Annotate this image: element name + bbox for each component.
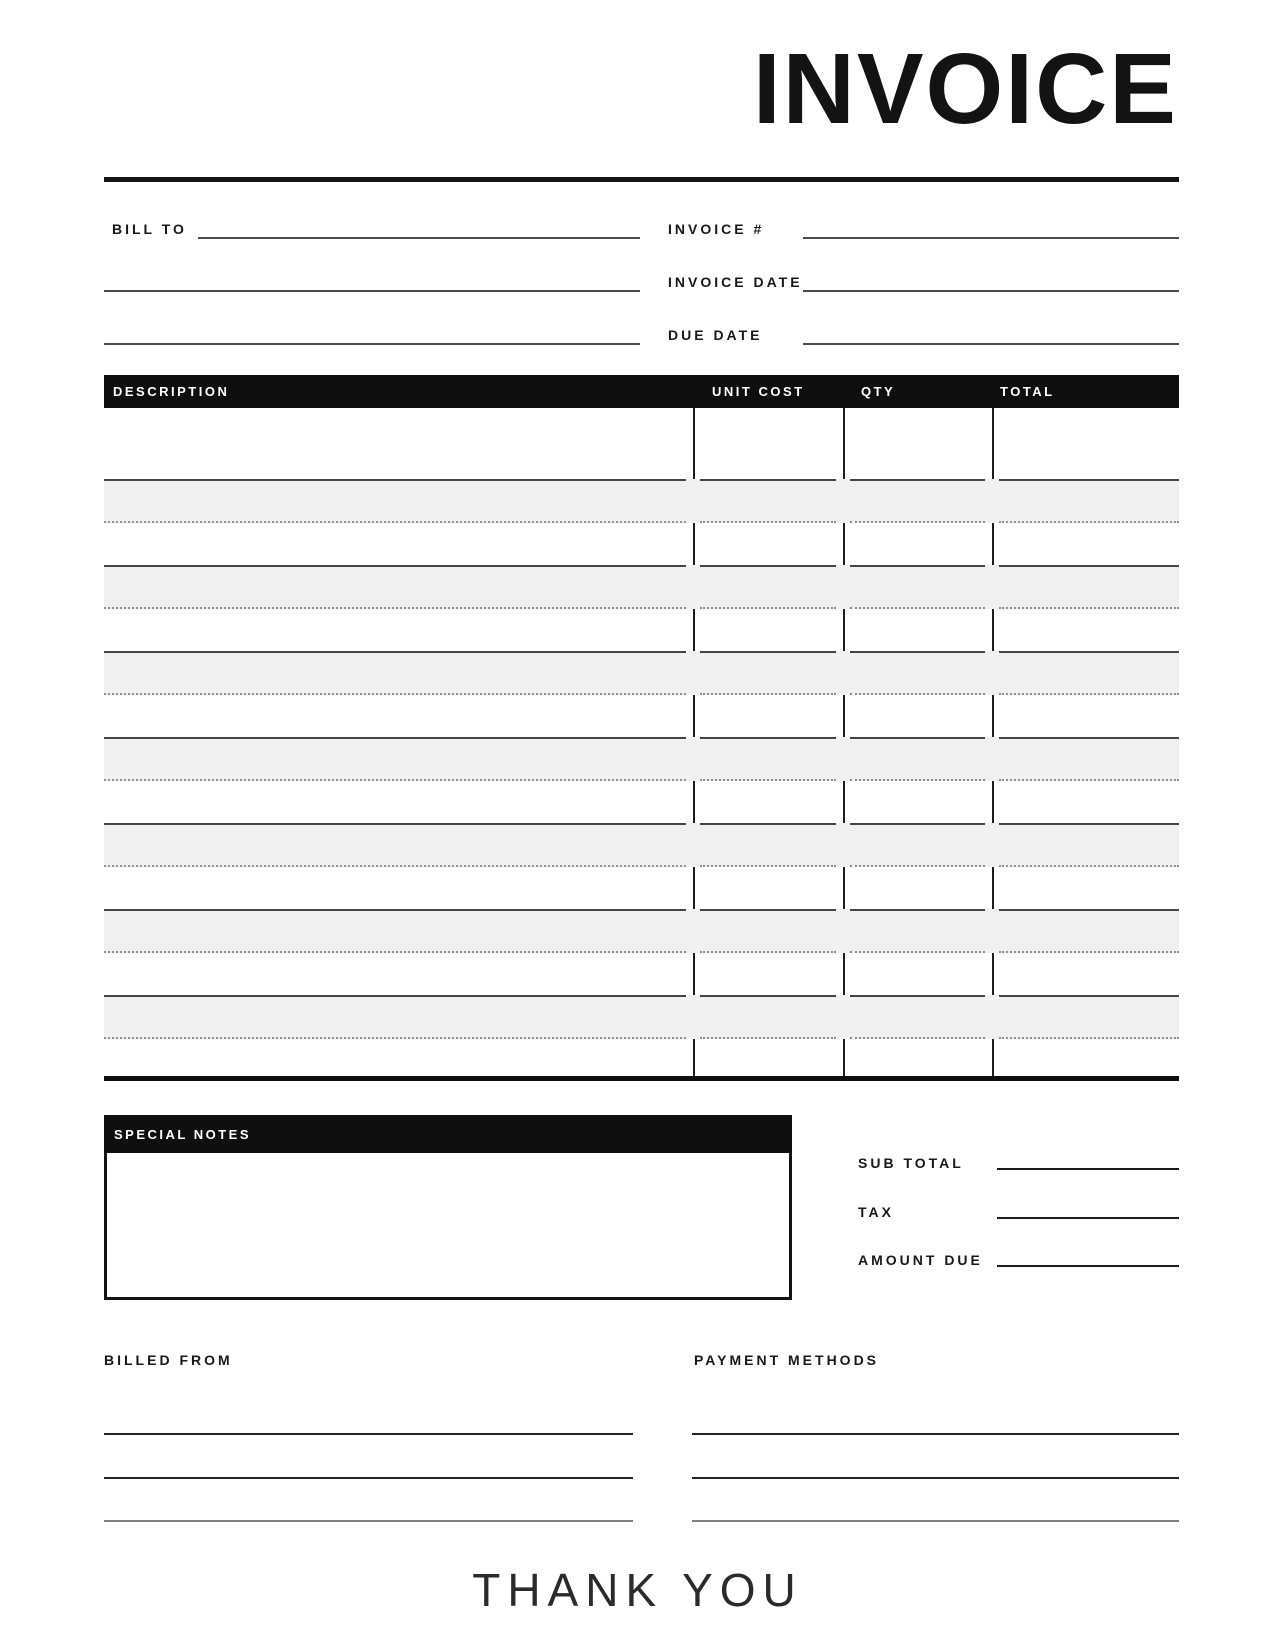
billed-from-line-2[interactable]	[104, 1477, 633, 1479]
page-title: INVOICE	[752, 33, 1178, 145]
invoice-date-line[interactable]	[803, 290, 1179, 292]
special-notes-box[interactable]	[104, 1153, 792, 1300]
cell-unit-cost[interactable]	[700, 565, 836, 609]
table-row[interactable]	[104, 909, 1179, 953]
table-row[interactable]	[104, 995, 1179, 1039]
cell-unit-cost[interactable]	[700, 479, 836, 523]
subtotal-line[interactable]	[997, 1168, 1179, 1170]
cell-qty[interactable]	[850, 995, 985, 1039]
cell-total[interactable]	[999, 995, 1179, 1039]
cell-description[interactable]	[104, 651, 686, 695]
cell-total[interactable]	[999, 737, 1179, 781]
cell-total[interactable]	[999, 479, 1179, 523]
bill-to-line-1[interactable]	[198, 237, 640, 239]
special-notes-label: SPECIAL NOTES	[114, 1127, 252, 1142]
subtotal-label: SUB TOTAL	[858, 1155, 964, 1171]
cell-total[interactable]	[999, 651, 1179, 695]
header-rule	[104, 177, 1179, 182]
payment-methods-line-3[interactable]	[692, 1520, 1179, 1522]
table-row[interactable]	[104, 737, 1179, 781]
due-date-line[interactable]	[803, 343, 1179, 345]
bill-to-label: BILL TO	[112, 221, 187, 237]
column-header-total: TOTAL	[1000, 384, 1055, 399]
items-table	[104, 375, 1179, 1081]
cell-unit-cost[interactable]	[700, 823, 836, 867]
cell-unit-cost[interactable]	[700, 737, 836, 781]
cell-description[interactable]	[104, 995, 686, 1039]
table-header	[104, 375, 1179, 408]
cell-qty[interactable]	[850, 479, 985, 523]
column-header-description: DESCRIPTION	[113, 384, 230, 399]
cell-unit-cost[interactable]	[700, 651, 836, 695]
cell-description[interactable]	[104, 909, 686, 953]
column-header-qty: QTY	[861, 384, 896, 399]
table-row[interactable]	[104, 565, 1179, 609]
table-bottom-rule	[104, 1076, 1179, 1081]
cell-total[interactable]	[999, 565, 1179, 609]
cell-total[interactable]	[999, 909, 1179, 953]
invoice-number-line[interactable]	[803, 237, 1179, 239]
cell-qty[interactable]	[850, 737, 985, 781]
invoice-number-label: INVOICE #	[668, 221, 765, 237]
cell-qty[interactable]	[850, 651, 985, 695]
payment-methods-line-1[interactable]	[692, 1433, 1179, 1435]
cell-qty[interactable]	[850, 565, 985, 609]
billed-from-label: BILLED FROM	[104, 1352, 233, 1368]
table-row[interactable]	[104, 479, 1179, 523]
amount-due-line[interactable]	[997, 1265, 1179, 1267]
table-row[interactable]	[104, 651, 1179, 695]
cell-total[interactable]	[999, 823, 1179, 867]
column-header-unit-cost: UNIT COST	[712, 384, 805, 399]
cell-unit-cost[interactable]	[700, 909, 836, 953]
cell-qty[interactable]	[850, 823, 985, 867]
payment-methods-label: PAYMENT METHODS	[694, 1352, 880, 1368]
cell-description[interactable]	[104, 479, 686, 523]
cell-description[interactable]	[104, 823, 686, 867]
billed-from-line-3[interactable]	[104, 1520, 633, 1522]
table-row[interactable]	[104, 823, 1179, 867]
cell-description[interactable]	[104, 565, 686, 609]
special-notes-header	[104, 1115, 792, 1153]
tax-label: TAX	[858, 1204, 894, 1220]
payment-methods-line-2[interactable]	[692, 1477, 1179, 1479]
table-body	[104, 408, 1179, 1081]
cell-unit-cost[interactable]	[700, 995, 836, 1039]
amount-due-label: AMOUNT DUE	[858, 1252, 983, 1268]
tax-line[interactable]	[997, 1217, 1179, 1219]
invoice-date-label: INVOICE DATE	[668, 274, 803, 290]
bill-to-line-3[interactable]	[104, 343, 640, 345]
cell-qty[interactable]	[850, 909, 985, 953]
billed-from-line-1[interactable]	[104, 1433, 633, 1435]
bill-to-line-2[interactable]	[104, 290, 640, 292]
cell-description[interactable]	[104, 737, 686, 781]
due-date-label: DUE DATE	[668, 327, 763, 343]
thank-you-text: THANK YOU	[472, 1564, 803, 1616]
